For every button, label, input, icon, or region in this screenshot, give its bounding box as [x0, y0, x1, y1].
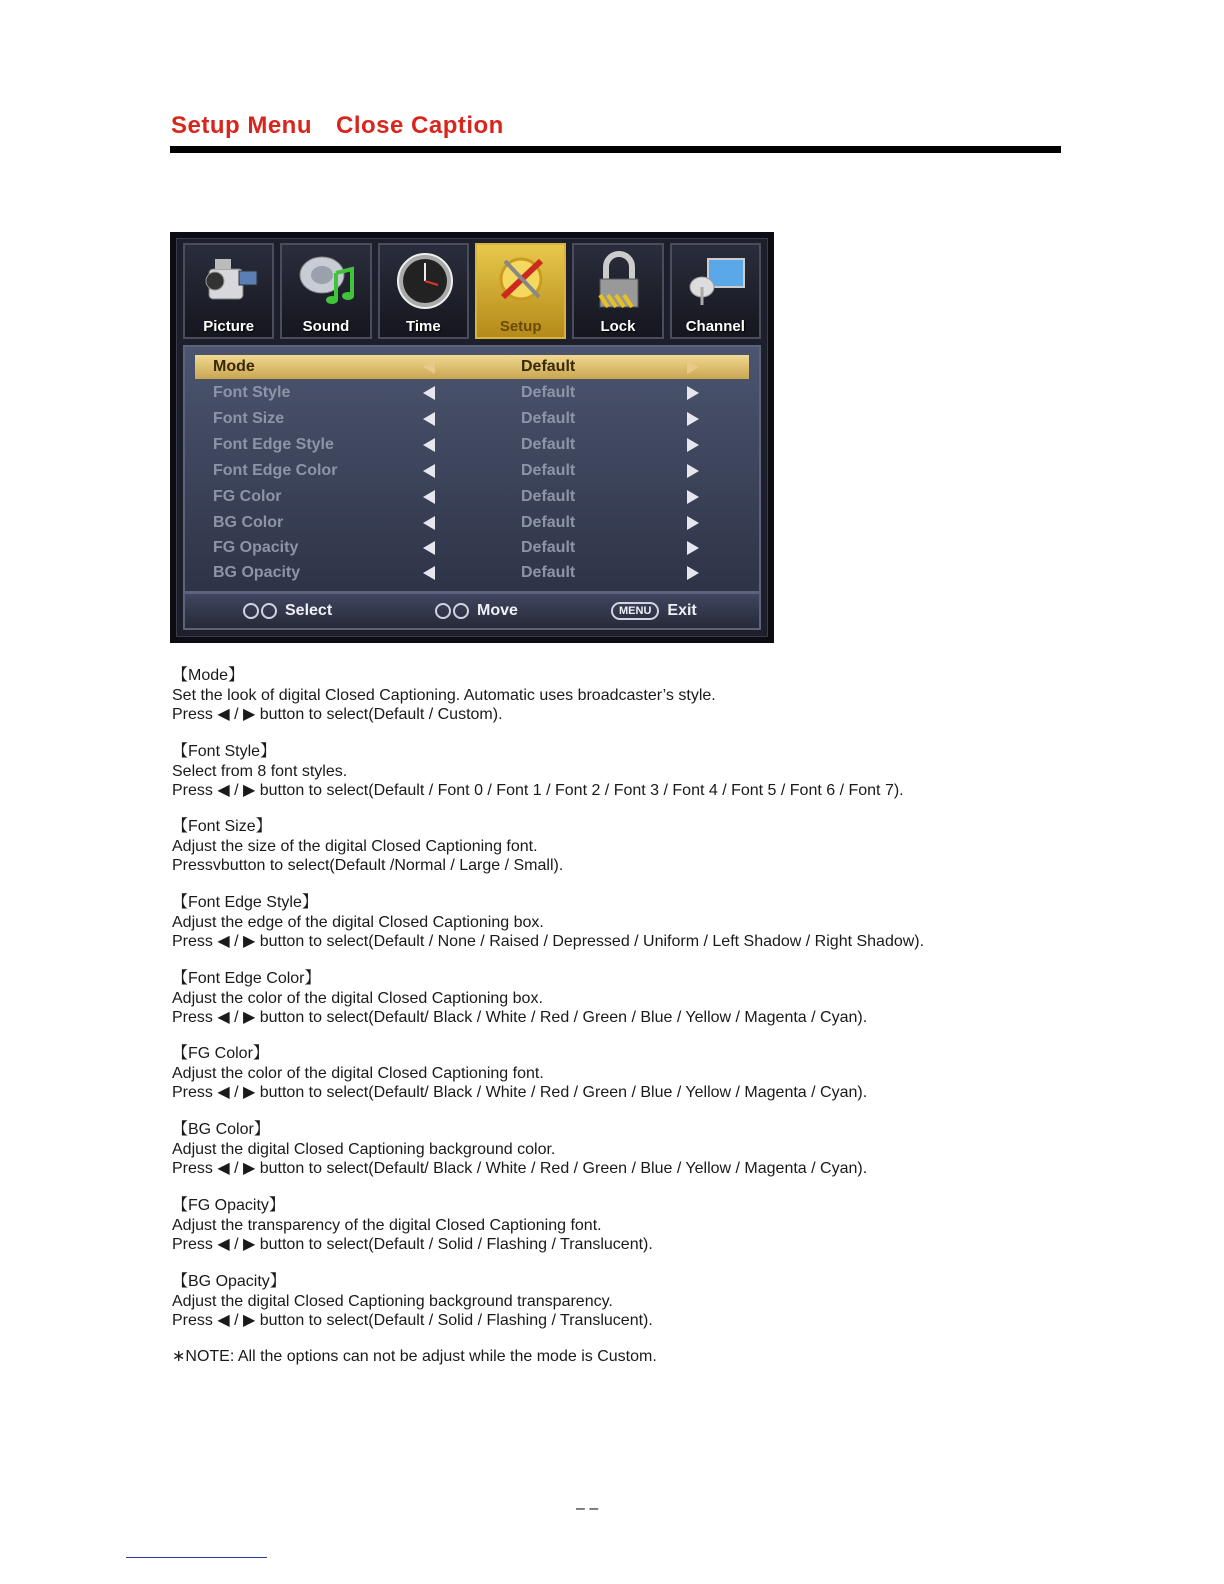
section-instruction: Press ◀ / ▶ button to select(Default / Custom). [172, 706, 503, 723]
list-item-font-edge-style[interactable] [195, 433, 749, 457]
page-title [171, 112, 1061, 140]
item-label: Mode [213, 358, 255, 375]
list-item-font-size[interactable] [195, 407, 749, 431]
arrow-right-icon[interactable] [687, 516, 699, 530]
section-desc: Select from 8 font styles. [172, 762, 348, 780]
note-text: ∗NOTE: All the options can not be adjust while the mode is Custom. [172, 1348, 657, 1365]
section-instruction: Press ◀ / ▶ button to select(Default/ Black / White / Red / Green / Blue / Yellow / Magenta / Cyan). [172, 1160, 868, 1177]
item-label: FG Opacity [213, 539, 299, 556]
help-move [435, 602, 518, 620]
down-button-icon [261, 603, 277, 619]
tab-label: Sound [302, 318, 350, 335]
list-item-fg-color[interactable] [195, 485, 749, 509]
arrow-left-icon[interactable] [423, 412, 435, 426]
item-value: Default [521, 539, 576, 556]
tab-picture[interactable] [183, 243, 274, 339]
section-font-size [172, 817, 563, 876]
tab-label: Setup [499, 318, 542, 335]
item-label: FG Color [213, 488, 282, 505]
section-title: 【Mode】 [172, 667, 245, 684]
item-label: BG Opacity [213, 564, 301, 581]
right-button-icon [453, 603, 469, 619]
help-select-label: Select [285, 602, 333, 619]
section-fg-color [172, 1044, 867, 1103]
section-instruction: Press ◀ / ▶ button to select(Default/ Black / White / Red / Green / Blue / Yellow / Magenta / Cyan). [172, 1009, 868, 1026]
item-value: Default [521, 514, 576, 531]
osd-tab-bar [183, 243, 761, 339]
item-value: Default [521, 436, 576, 453]
arrow-right-icon[interactable] [687, 541, 699, 555]
section-instruction: Press ◀ / ▶ button to select(Default / Solid / Flashing / Translucent). [172, 1312, 653, 1329]
clock-icon [394, 251, 456, 311]
section-desc: Adjust the color of the digital Closed Captioning font. [172, 1064, 544, 1082]
tab-lock[interactable] [572, 243, 663, 339]
section-title: 【BG Color】 [172, 1121, 270, 1138]
section-title: 【Font Edge Color】 [172, 970, 321, 987]
item-value: Default [521, 384, 576, 401]
title-main: Setup Menu [171, 112, 312, 139]
list-item-font-style[interactable] [195, 381, 749, 405]
tab-time[interactable] [378, 243, 469, 339]
left-button-icon [435, 603, 451, 619]
tab-label: Channel [685, 318, 745, 335]
osd-frame [176, 238, 768, 637]
item-value: Default [521, 488, 576, 505]
section-desc: Adjust the size of the digital Closed Captioning font. [172, 837, 538, 855]
section-desc: Adjust the edge of the digital Closed Captioning box. [172, 913, 544, 931]
section-desc: Adjust the digital Closed Captioning background color. [172, 1140, 556, 1158]
menu-key-icon: MENU [611, 602, 659, 620]
arrow-right-icon[interactable] [687, 464, 699, 478]
footer-rule [126, 1557, 267, 1558]
section-font-style [172, 742, 904, 801]
tab-channel[interactable] [670, 243, 761, 339]
arrow-right-icon[interactable] [687, 386, 699, 400]
satellite-monitor-icon [686, 251, 748, 311]
section-bg-color [172, 1120, 867, 1179]
tools-icon [491, 251, 553, 311]
item-label: Font Size [213, 410, 285, 427]
item-label: Font Edge Style [213, 436, 334, 453]
help-move-label: Move [477, 602, 518, 619]
header-rule [170, 146, 1061, 153]
tab-setup[interactable] [475, 243, 566, 339]
list-item-mode[interactable] [195, 355, 749, 379]
arrow-right-icon[interactable] [687, 438, 699, 452]
section-fg-opacity [172, 1196, 653, 1255]
section-instruction: Press ◀ / ▶ button to select(Default / Font 0 / Font 1 / Font 2 / Font 3 / Font 4 / Font 5 / Font 6 / Font 7). [172, 782, 904, 799]
section-bg-opacity [172, 1272, 653, 1331]
section-font-edge-style [172, 893, 924, 952]
section-title: 【Font Style】 [172, 743, 277, 760]
arrow-right-icon[interactable] [687, 360, 699, 374]
tab-label: Time [405, 318, 441, 335]
arrow-left-icon[interactable] [423, 541, 435, 555]
arrow-left-icon[interactable] [423, 438, 435, 452]
section-instruction: Pressvbutton to select(Default /Normal / Large / Small). [172, 857, 564, 874]
item-label: Font Style [213, 384, 291, 401]
arrow-left-icon[interactable] [423, 516, 435, 530]
section-desc: Adjust the color of the digital Closed Captioning box. [172, 989, 543, 1007]
up-down-buttons-icon [243, 603, 259, 619]
item-label: BG Color [213, 514, 284, 531]
osd-help-bar [183, 592, 761, 630]
arrow-right-icon[interactable] [687, 490, 699, 504]
section-instruction: Press ◀ / ▶ button to select(Default / Solid / Flashing / Translucent). [172, 1236, 653, 1253]
arrow-left-icon[interactable] [423, 490, 435, 504]
section-desc: Set the look of digital Closed Captioning. Automatic uses broadcaster’s style. [172, 686, 716, 704]
section-font-edge-color [172, 969, 867, 1028]
list-item-font-edge-color[interactable] [195, 459, 749, 483]
list-item-bg-opacity[interactable] [195, 561, 749, 585]
item-label: Font Edge Color [213, 462, 338, 479]
arrow-right-icon[interactable] [687, 412, 699, 426]
help-select [243, 602, 332, 620]
help-exit [611, 602, 697, 620]
tab-label: Lock [600, 318, 636, 335]
section-title: 【BG Opacity】 [172, 1273, 286, 1290]
arrow-left-icon[interactable] [423, 386, 435, 400]
arrow-left-icon[interactable] [423, 464, 435, 478]
section-instruction: Press ◀ / ▶ button to select(Default/ Black / White / Red / Green / Blue / Yellow / Magenta / Cyan). [172, 1084, 868, 1101]
section-instruction: Press ◀ / ▶ button to select(Default / None / Raised / Depressed / Uniform / Left Shadow / Right Shadow). [172, 933, 925, 950]
section-title: 【FG Color】 [172, 1045, 269, 1062]
section-title: 【Font Edge Style】 [172, 894, 318, 911]
padlock-icon [588, 251, 650, 311]
section-desc: Adjust the transparency of the digital Closed Captioning font. [172, 1216, 602, 1234]
section-desc: Adjust the digital Closed Captioning background transparency. [172, 1292, 613, 1310]
item-value: Default [521, 358, 576, 375]
list-item-bg-color[interactable] [195, 511, 749, 535]
music-note-icon [296, 251, 358, 311]
section-title: 【FG Opacity】 [172, 1197, 285, 1214]
title-sub: Close Caption [336, 112, 504, 139]
caption-settings-list [183, 345, 761, 593]
page-header [171, 112, 1061, 140]
tv-osd-screenshot [170, 232, 774, 643]
tab-sound[interactable] [280, 243, 371, 339]
item-value: Default [521, 564, 576, 581]
arrow-left-icon[interactable] [423, 360, 435, 374]
arrow-left-icon[interactable] [423, 566, 435, 580]
arrow-right-icon[interactable] [687, 566, 699, 580]
help-exit-label: Exit [667, 602, 697, 619]
camcorder-icon [199, 251, 261, 311]
section-title: 【Font Size】 [172, 818, 272, 835]
section-mode [172, 666, 716, 725]
tab-label: Picture [203, 318, 255, 335]
page-number: – – [576, 1500, 599, 1517]
item-value: Default [521, 410, 576, 427]
item-value: Default [521, 462, 576, 479]
list-item-fg-opacity[interactable] [195, 536, 749, 560]
